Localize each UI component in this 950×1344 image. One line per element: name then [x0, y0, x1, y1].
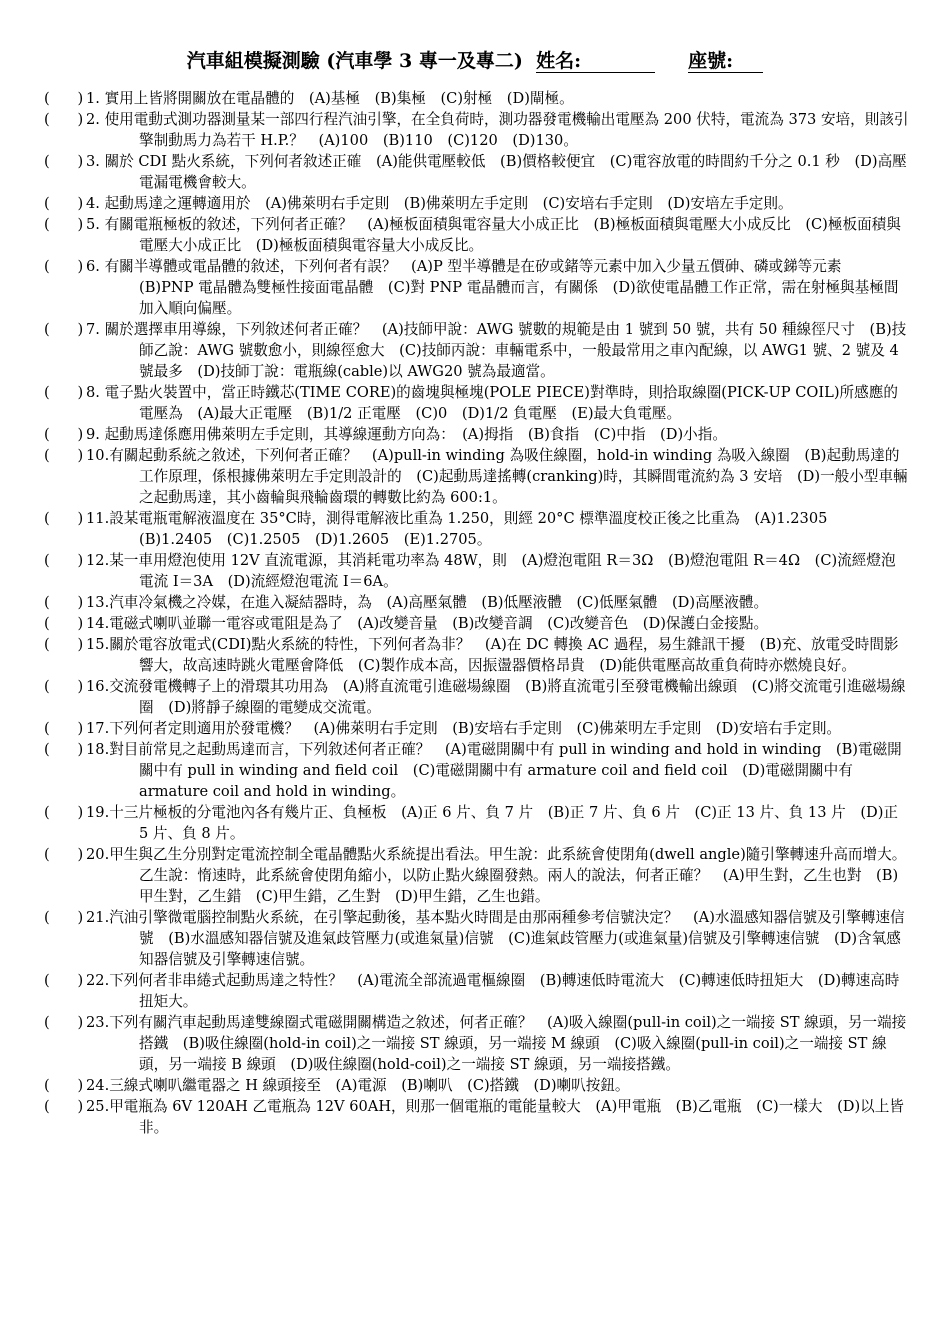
- question-text: 17.下列何者定則適用於發電機？ (A)佛萊明右手定則 (B)安培右手定則 (C)佛萊明左手定則 (D)安培右手定則。: [86, 720, 842, 737]
- question-text: 10.有關起動系統之敘述，下列何者正確？ (A)pull-in winding 為吸住線圈，hold-in winding 為吸入線圈 (B)起動馬達的工作原理，係根據佛萊明左手定則設計的 (C)起動馬達搖轉(cranking)時，其瞬間電流約為 3 安培 (D)一般小型車輛之起動馬達，其小齒輪與飛輪齒環的轉數比約為 600:1。: [86, 447, 908, 506]
- question-text: 13.汽車冷氣機之冷媒，在進入凝結器時，為 (A)高壓氣體 (B)低壓液體 (C)低壓氣體 (D)高壓液體。: [86, 594, 769, 611]
- answer-blank[interactable]: ( ): [44, 258, 84, 275]
- question-item: [44, 592, 910, 613]
- question-item: [44, 424, 910, 445]
- question-item: [44, 613, 910, 634]
- question-item: [44, 550, 910, 592]
- question-text: 12.某一車用燈泡使用 12V 直流電源，其消耗電功率為 48W，則 (A)燈泡電阻 R＝3Ω (B)燈泡電阻 R＝4Ω (C)流經燈泡電流 I＝3A (D)流經燈泡電流 I＝6A。: [86, 552, 896, 590]
- answer-blank[interactable]: ( ): [44, 90, 84, 107]
- answer-blank[interactable]: ( ): [44, 720, 84, 737]
- question-text: 22.下列何者非串綣式起動馬達之特性？ (A)電流全部流過電樞線圈 (B)轉速低時電流大 (C)轉速低時扭矩大 (D)轉速高時扭矩大。: [86, 972, 900, 1010]
- answer-blank[interactable]: ( ): [44, 510, 84, 527]
- question-item: [44, 319, 910, 382]
- answer-blank[interactable]: ( ): [44, 384, 84, 401]
- answer-blank[interactable]: ( ): [44, 195, 84, 212]
- answer-blank[interactable]: ( ): [44, 216, 84, 233]
- question-text: 18.對目前常見之起動馬達而言，下列敘述何者正確？ (A)電磁開關中有 pull in winding and hold in winding (B)電磁開關中有 pull in winding and field coil (C)電磁開關中有 armature coil and field coil (D)電磁開關中有 armature coil and hold in winding。: [86, 741, 902, 800]
- question-text: 3. 關於 CDI 點火系統，下列何者敘述正確 (A)能供電壓較低 (B)價格較便宜 (C)電容放電的時間約千分之 0.1 秒 (D)高壓電漏電機會較大。: [86, 153, 907, 191]
- question-item: [44, 382, 910, 424]
- answer-blank[interactable]: ( ): [44, 153, 84, 170]
- question-list: [44, 88, 910, 1138]
- question-item: [44, 970, 910, 1012]
- question-text: 8. 電子點火裝置中，當正時鐵芯(TIME CORE)的齒塊與極塊(POLE PIECE)對準時，則拾取線圈(PICK-UP COIL)所感應的電壓為 (A)最大正電壓 (B)1/2 正電壓 (C)0 (D)1/2 負電壓 (E)最大負電壓。: [86, 384, 898, 422]
- question-item: [44, 256, 910, 319]
- seat-blank[interactable]: [733, 50, 763, 73]
- question-item: [44, 634, 910, 676]
- answer-blank[interactable]: ( ): [44, 804, 84, 821]
- question-item: [44, 1012, 910, 1075]
- answer-blank[interactable]: ( ): [44, 972, 84, 989]
- question-item: [44, 802, 910, 844]
- answer-blank[interactable]: ( ): [44, 594, 84, 611]
- question-item: [44, 88, 910, 109]
- answer-blank[interactable]: ( ): [44, 741, 84, 758]
- page-title: [0, 46, 950, 73]
- answer-blank[interactable]: ( ): [44, 615, 84, 632]
- name-label: 姓名:: [536, 50, 582, 72]
- question-text: 24.三線式喇叭繼電器之 H 線頭接至 (A)電源 (B)喇叭 (C)搭鐵 (D)喇叭按鈕。: [86, 1077, 630, 1094]
- seat-label: 座號:: [688, 50, 734, 72]
- question-item: [44, 718, 910, 739]
- question-text: 20.甲生與乙生分別對定電流控制全電晶體點火系統提出看法。甲生說：此系統會使閉角(dwell angle)隨引擎轉速升高而增大。乙生說：惰速時，此系統會使閉角縮小，以防止點火線圈發熱。兩人的說法，何者正確？ (A)甲生對，乙生也對 (B)甲生對，乙生錯 (C)甲生錯，乙生對 (D)甲生錯，乙生也錯。: [86, 846, 907, 905]
- question-item: [44, 508, 910, 550]
- answer-blank[interactable]: ( ): [44, 1077, 84, 1094]
- question-text: 14.電磁式喇叭並聯一電容或電阻是為了 (A)改變音量 (B)改變音調 (C)改變音色 (D)保護白金接點。: [86, 615, 769, 632]
- answer-blank[interactable]: ( ): [44, 636, 84, 653]
- question-text: 21.汽油引擎微電腦控制點火系統，在引擎起動後，基本點火時間是由那兩種參考信號決定？ (A)水溫感知器信號及引擎轉速信號 (B)水溫感知器信號及進氣歧管壓力(或進氣量)信號 (C)進氣歧管壓力(或進氣量)信號及引擎轉速信號 (D)含氧感知器信號及引擎轉速信號。: [86, 909, 905, 968]
- question-item: [44, 193, 910, 214]
- question-item: [44, 445, 910, 508]
- question-text: 9. 起動馬達係應用佛萊明左手定則，其導線運動方向為： (A)拇指 (B)食指 (C)中指 (D)小指。: [86, 426, 727, 443]
- question-text: 1. 實用上皆將開關放在電晶體的 (A)基極 (B)集極 (C)射極 (D)閘極。: [86, 90, 574, 107]
- question-item: [44, 1096, 910, 1138]
- question-item: [44, 739, 910, 802]
- question-item: [44, 844, 910, 907]
- question-item: [44, 907, 910, 970]
- question-text: 4. 起動馬達之運轉適用於 (A)佛萊明右手定則 (B)佛萊明左手定則 (C)安培右手定則 (D)安培左手定則。: [86, 195, 793, 212]
- question-item: [44, 214, 910, 256]
- question-item: [44, 1075, 910, 1096]
- answer-blank[interactable]: ( ): [44, 111, 84, 128]
- question-text: 16.交流發電機轉子上的滑環其功用為 (A)將直流電引進磁場線圈 (B)將直流電引至發電機輸出線頭 (C)將交流電引進磁場線圈 (D)將靜子線圈的電變成交流電。: [86, 678, 906, 716]
- question-text: 15.關於電容放電式(CDI)點火系統的特性，下列何者為非？ (A)在 DC 轉換 AC 過程，易生雜訊干擾 (B)充、放電受時間影響大，故高速時跳火電壓會降低 (C)製作成本高，因振盪器價格昂貴 (D)能供電壓高故重負荷時亦燃燒良好。: [86, 636, 899, 674]
- answer-blank[interactable]: ( ): [44, 678, 84, 695]
- answer-blank[interactable]: ( ): [44, 846, 84, 863]
- exam-title: 汽車組模擬測驗 (汽車學 3 專一及專二): [186, 50, 523, 72]
- question-text: 6. 有關半導體或電晶體的敘述，下列何者有誤？ (A)P 型半導體是在矽或鍺等元素中加入少量五價砷、磷或銻等元素 (B)PNP 電晶體為雙極性接面電晶體 (C)對 PNP 電晶體而言，有關係 (D)欲使電晶體工作正常，需在射極與基極間加入順向偏壓。: [86, 258, 899, 317]
- answer-blank[interactable]: ( ): [44, 552, 84, 569]
- name-blank[interactable]: [581, 50, 655, 73]
- question-text: 23.下列有關汽車起動馬達雙線圈式電磁開關構造之敘述，何者正確？ (A)吸入線圈(pull-in coil)之一端接 ST 線頭，另一端接搭鐵 (B)吸住線圈(hold-in coil)之一端接 ST 線頭，另一端接 M 線頭 (C)吸入線圈(pull-in coil)之一端接 ST 線頭，另一端接 B 線頭 (D)吸住線圈(hold-coil)之一端接 ST 線頭，另一端接搭鐵。: [86, 1014, 907, 1073]
- question-item: [44, 109, 910, 151]
- question-item: [44, 151, 910, 193]
- answer-blank[interactable]: ( ): [44, 426, 84, 443]
- question-text: 5. 有關電瓶極板的敘述，下列何者正確？ (A)極板面積與電容量大小成正比 (B)極板面積與電壓大小成反比 (C)極板面積與電壓大小成正比 (D)極板面積與電容量大小成反比。: [86, 216, 901, 254]
- answer-blank[interactable]: ( ): [44, 909, 84, 926]
- question-text: 2. 使用電動式測功器測量某一部四行程汽油引擎，在全負荷時，測功器發電機輸出電壓為 200 伏特，電流為 373 安培，則該引擎制動馬力為若干 H.P.？ (A)100 (B)110 (C)120 (D)130。: [86, 111, 909, 149]
- question-text: 19.十三片極板的分電池內各有幾片正、負極板 (A)正 6 片、負 7 片 (B)正 7 片、負 6 片 (C)正 13 片、負 13 片 (D)正 5 片、負 8 片。: [86, 804, 898, 842]
- question-item: [44, 676, 910, 718]
- question-text: 7. 關於選擇車用導線，下列敘述何者正確？ (A)技師甲說：AWG 號數的規範是由 1 號到 50 號，共有 50 種線徑尺寸 (B)技師乙說：AWG 號數愈小，則線徑愈大 (C)技師丙說：車輛電系中，一般最常用之車內配線，以 AWG1 號、2 號及 4 號最多 (D)技師丁說：電瓶線(cable)以 AWG20 號為最適當。: [86, 321, 907, 380]
- answer-blank[interactable]: ( ): [44, 447, 84, 464]
- answer-blank[interactable]: ( ): [44, 321, 84, 338]
- question-text: 25.甲電瓶為 6V 120AH 乙電瓶為 12V 60AH，則那一個電瓶的電能量較大 (A)甲電瓶 (B)乙電瓶 (C)一樣大 (D)以上皆非。: [86, 1098, 904, 1136]
- answer-blank[interactable]: ( ): [44, 1098, 84, 1115]
- answer-blank[interactable]: ( ): [44, 1014, 84, 1031]
- question-text: 11.設某電瓶電解液溫度在 35°C時，測得電解液比重為 1.250，則經 20°C 標準溫度校正後之比重為 (A)1.2305 (B)1.2405 (C)1.2505 (D)1.2605 (E)1.2705。: [86, 510, 842, 548]
